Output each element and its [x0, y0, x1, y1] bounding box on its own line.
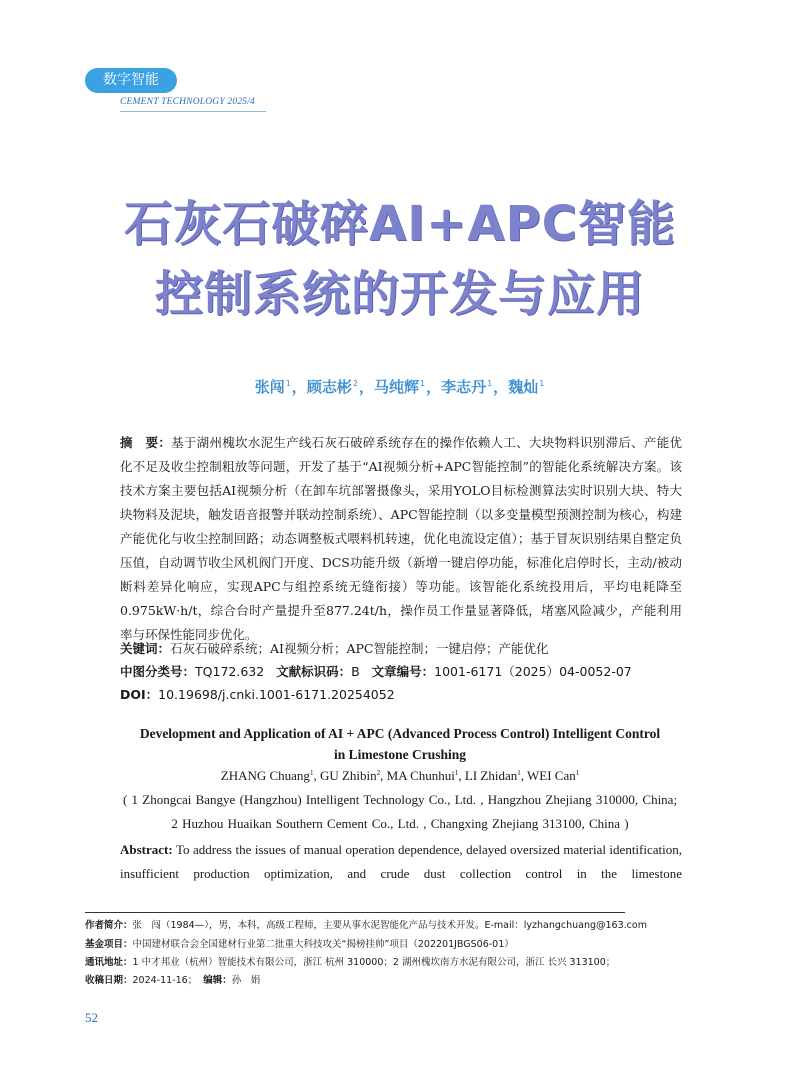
author-cn-name: 张闯	[254, 378, 285, 396]
author-en-name: MA Chunhui	[386, 768, 455, 783]
title-en	[120, 723, 680, 765]
keywords-label: 关键词：	[120, 641, 171, 656]
footnote-address-label: 通讯地址：	[85, 957, 133, 968]
journal-underline	[120, 111, 266, 112]
author-cn-separator: ，	[426, 378, 442, 396]
author-en-affiliation-mark: 1	[517, 769, 521, 777]
footnote-received-text: 2024-11-16；	[132, 975, 198, 986]
author-cn-affiliation-mark: 1	[285, 379, 291, 388]
title-cn-line-1: 石灰石破碎AI+APC智能	[124, 196, 676, 252]
doi-label: DOI：	[120, 687, 159, 702]
footnote-fund	[85, 935, 685, 955]
authors-en	[0, 768, 800, 784]
author-cn-affiliation-mark: 1	[539, 379, 545, 388]
keywords-text: 石灰石破碎系统；AI视频分析；APC智能控制；一键启停；产能优化	[170, 641, 549, 656]
affiliation-en-1: ( 1 Zhongcai Bangye (Hangzhou) Intelligent Technology Co., Ltd. , Hangzhou Zhejiang 310000, China;	[122, 792, 678, 807]
author-cn-separator: ，	[291, 378, 307, 396]
abstract-en-label: Abstract:	[120, 842, 173, 857]
footnote-fund-text: 中国建材联合会全国建材行业第二批重大科技攻关“揭榜挂帅”项目（202201JBGS06-01）	[132, 939, 514, 950]
page-number: 52	[85, 1010, 98, 1025]
footnote-divider	[85, 912, 625, 913]
footnote-address	[85, 953, 685, 973]
author-cn-affiliation-mark: 1	[487, 379, 493, 388]
author-cn-affiliation-mark: 2	[352, 379, 358, 388]
footnote-editor-text: 孙 娟	[231, 975, 261, 986]
author-cn-name: 李志丹	[441, 378, 487, 396]
author-en-affiliation-mark: 2	[376, 769, 381, 777]
author-cn-name: 顾志彬	[306, 378, 352, 396]
doi-line	[120, 684, 680, 706]
authors-cn	[0, 376, 800, 397]
classification-line	[120, 661, 680, 683]
clc-label: 中图分类号：	[120, 664, 196, 679]
doi-value[interactable]: 10.19698/j.cnki.1001-6171.20254052	[158, 687, 395, 702]
author-en-name: LI Zhidan	[464, 768, 518, 783]
journal-name: CEMENT TECHNOLOGY 2025/4	[120, 97, 256, 107]
abstract-cn-text: 基于湖州槐坎水泥生产线石灰石破碎系统存在的操作依赖人工、大块物料识别滞后、产能优化不足及收尘控制粗放等问题，开发了基于“AI视频分析+APC智能控制”的智能化系统解决方案。该技术方案主要包括AI视频分析（在卸车坑部署摄像头，采用YOLO目标检测算法实时识别大块、特大块物料及泥块，触发语音报警并联动控制系统）、APC智能控制（以多变量模型预测控制为核心，构建产能优化与收尘控制回路；动态调整板式喂料机转速，优化电流设定值）；基于冒灰识别结果自整定负压值，自动调节收尘风机阀门开度、DCS功能升级（新增一键启停功能，标准化启停时长，主动/被动断料差异化响应，实现APC与组控系统无缝衔接）等功能。该智能化系统投用后，平均电耗降至0.975kW·h/t，综合台时产量提升至877.24t/h，操作员工作量显著降低，堵塞风险减少，产能利用率与环保性能同步优化。	[120, 435, 682, 642]
author-en-name: WEI Can	[527, 768, 576, 783]
article-number-label: 文章编号：	[371, 664, 435, 679]
doc-code-value: B	[351, 664, 360, 679]
footnote-author-text: 张 闯（1984—），男，本科，高级工程师，主要从事水泥智能化产品与技术开发。E-mail：lyzhangchuang@163.com	[132, 920, 647, 931]
footnote-author-label: 作者简介：	[85, 920, 133, 931]
footnote-address-text: 1 中才邦业（杭州）智能技术有限公司，浙江 杭州 310000；2 湖州槐坎南方水泥有限公司，浙江 长兴 313100；	[132, 957, 616, 968]
abstract-en-text: To address the issues of manual operation dependence, delayed oversized material identification, insufficient production optimization, and crude dust collection control in the limestone	[120, 842, 682, 881]
abstract-cn	[120, 431, 682, 647]
clc-value: TQ172.632	[195, 664, 265, 679]
footnote-author	[85, 916, 685, 936]
author-cn-name: 魏灿	[508, 378, 539, 396]
doc-code-label: 文献标识码：	[276, 664, 352, 679]
author-en-separator: ,	[458, 768, 465, 783]
author-en-separator: ,	[380, 768, 387, 783]
author-cn-separator: ，	[493, 378, 509, 396]
author-en-affiliation-mark: 1	[454, 769, 459, 777]
abstract-en	[120, 838, 682, 886]
section-badge: 数字智能	[85, 68, 177, 93]
abstract-cn-label: 摘 要：	[120, 435, 172, 450]
footnote-editor-label: 编辑：	[203, 975, 232, 986]
footnote-received-label: 收稿日期：	[85, 975, 133, 986]
author-en-affiliation-mark: 1	[309, 769, 314, 777]
keywords	[120, 638, 680, 660]
footnote-fund-label: 基金项目：	[85, 939, 133, 950]
affiliation-en-2: 2 Huzhou Huaikan Southern Cement Co., Ltd. , Changxing Zhejiang 313100, China )	[171, 816, 629, 831]
author-en-separator: ,	[313, 768, 320, 783]
title-cn-line-2: 控制系统的开发与应用	[154, 266, 645, 322]
author-cn-name: 马纯辉	[373, 378, 419, 396]
author-en-name: GU Zhibin	[319, 768, 377, 783]
title-en-line-1: Development and Application of AI + APC (Advanced Process Control) Intelligent Control	[139, 726, 661, 741]
author-en-affiliation-mark: 1	[575, 769, 580, 777]
title-en-line-2: in Limestone Crushing	[333, 747, 467, 762]
author-en-name: ZHANG Chuang	[220, 768, 310, 783]
author-cn-affiliation-mark: 1	[419, 379, 426, 388]
author-cn-separator: ，	[358, 378, 374, 396]
footnote-received	[85, 971, 685, 991]
article-number-value: 1001-6171（2025）04-0052-07	[434, 664, 632, 679]
author-en-separator: ,	[520, 768, 528, 783]
